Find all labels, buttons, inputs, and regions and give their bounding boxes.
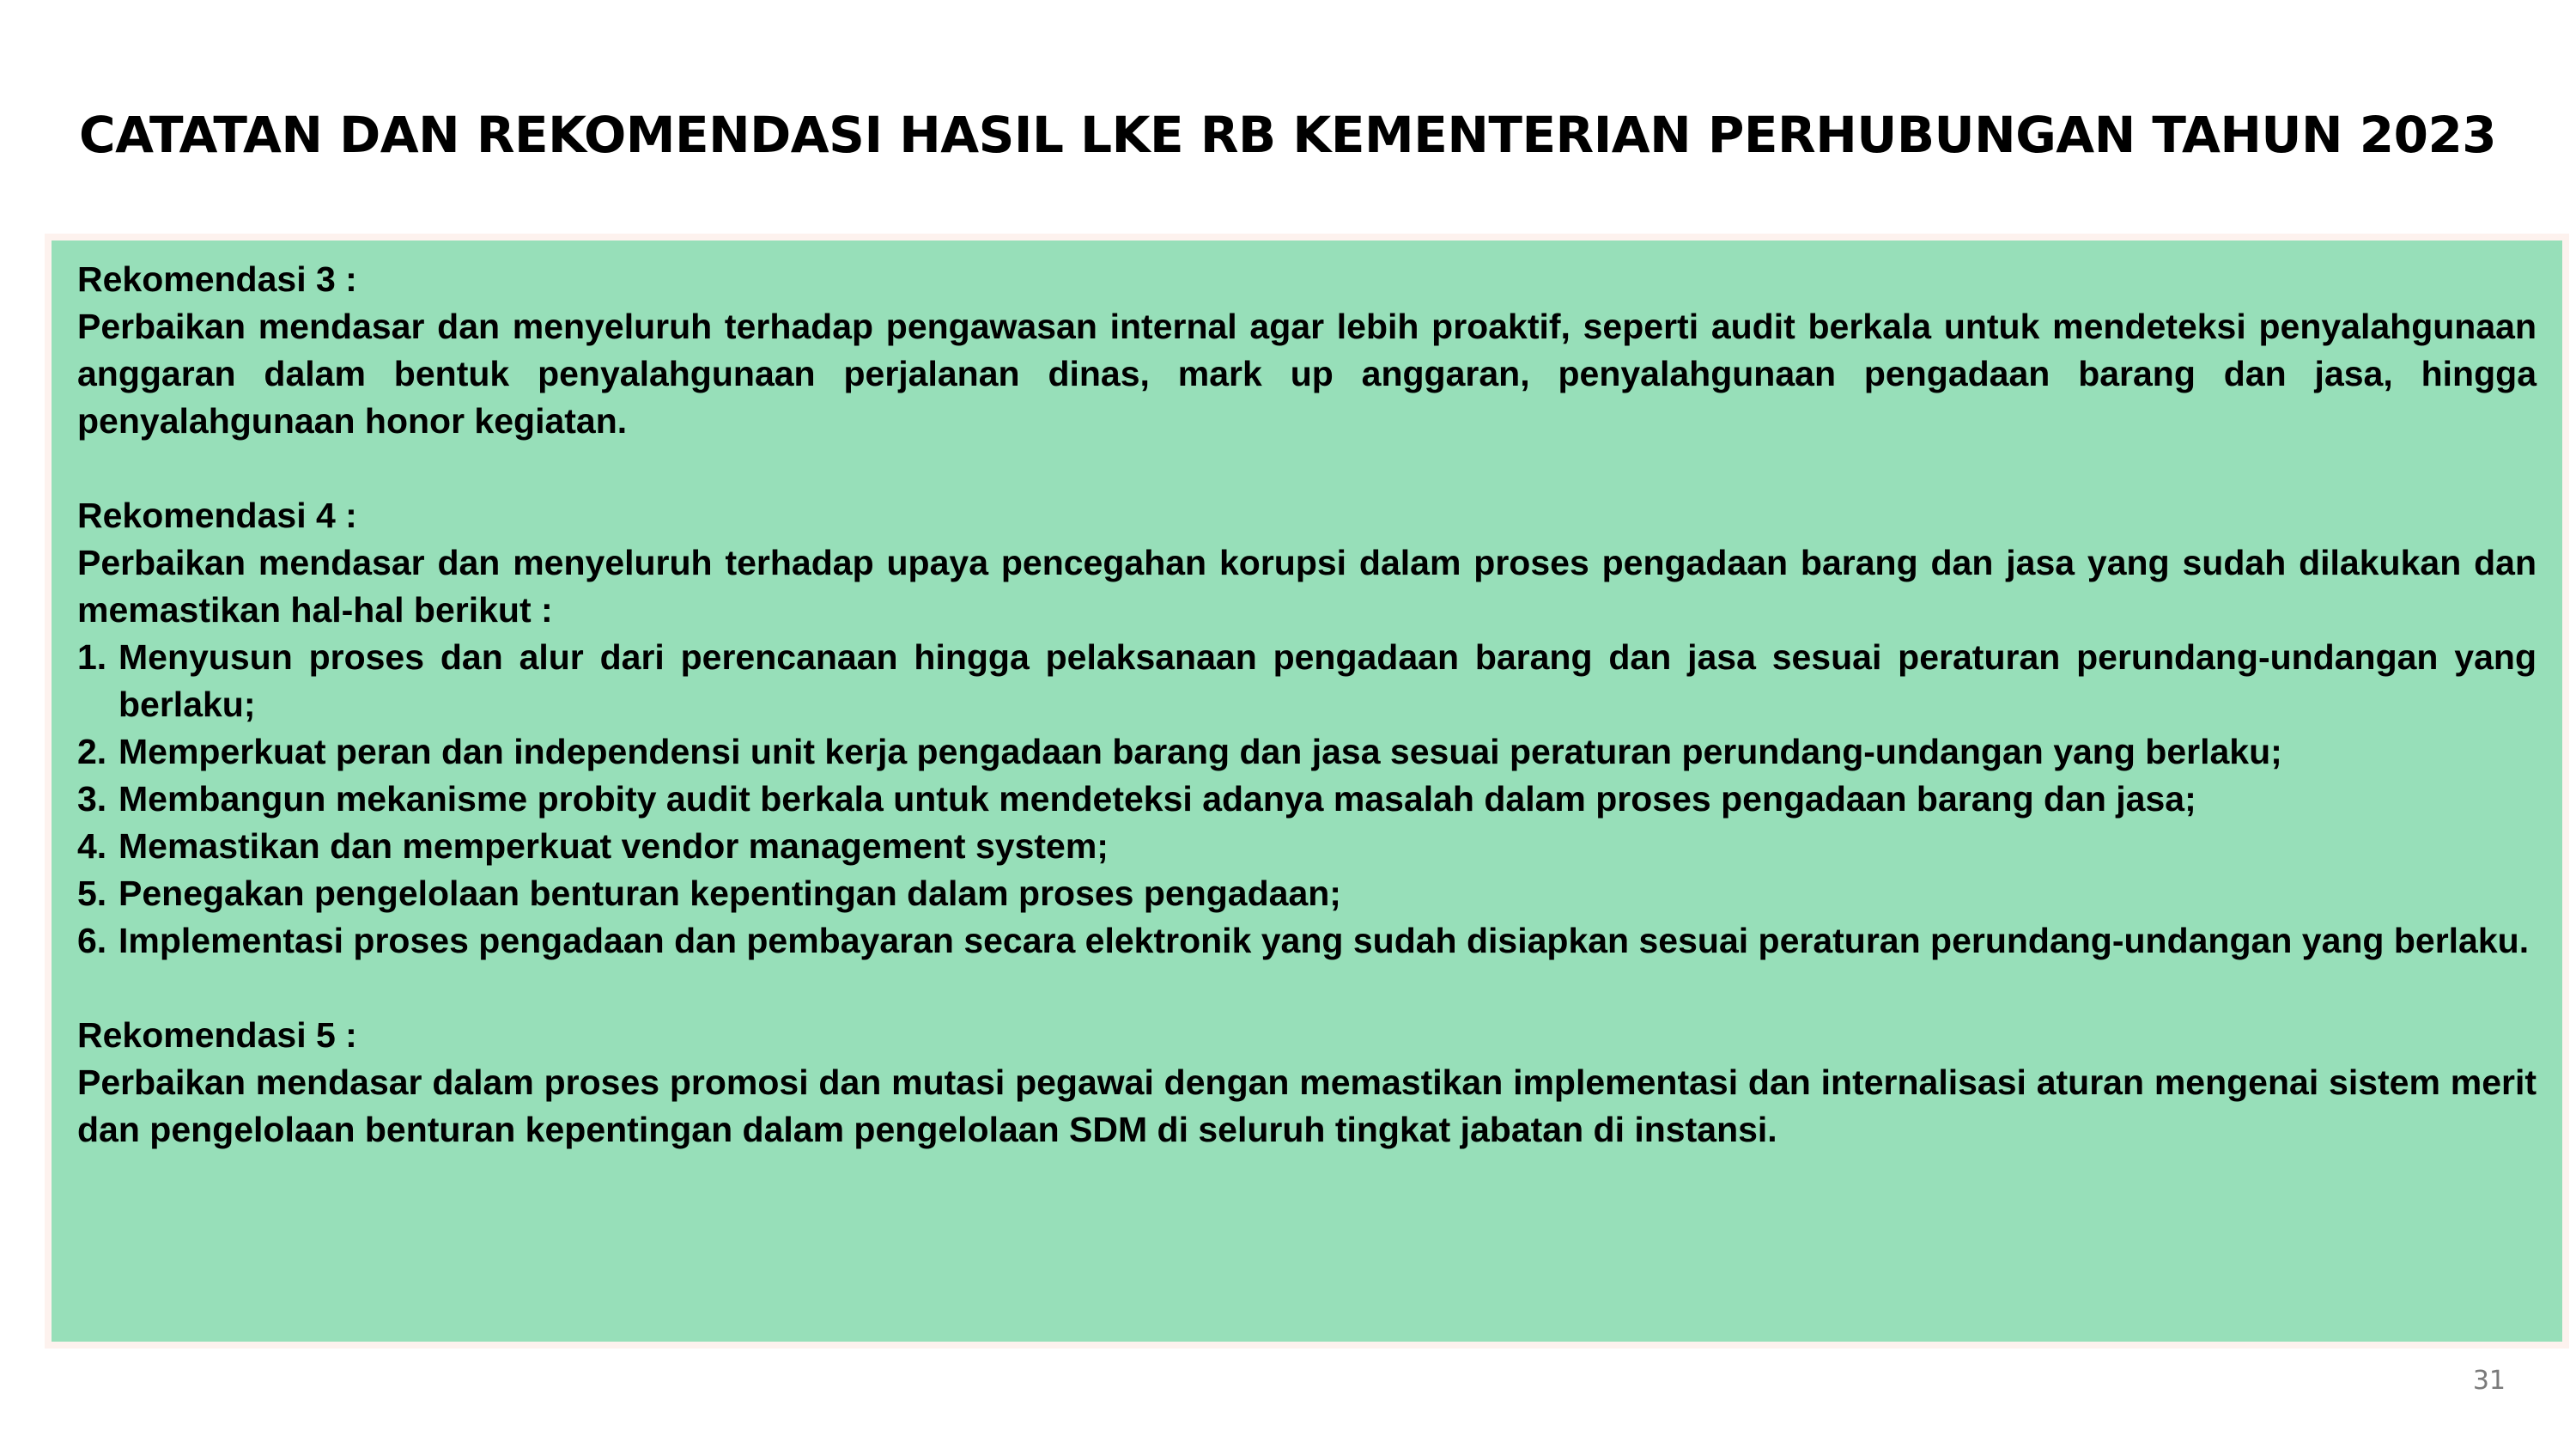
recommendation-3-heading: Rekomendasi 3 : [77,259,357,299]
list-item-number: 3. [77,779,107,819]
list-item-number: 2. [77,732,107,771]
list-item-text: Implementasi proses pengadaan dan pembayaran secara elektronik yang sudah disiapkan sesuai peraturan perundang-undangan yang berlaku. [118,921,2530,960]
recommendation-5 [77,1012,2537,1154]
list-item-number: 6. [77,921,107,960]
page-number: 31 [2472,1366,2506,1396]
slide-title: CATATAN DAN REKOMENDASI HASIL LKE RB KEMENTERIAN PERHUBUNGAN TAHUN 2023 [79,106,2497,164]
list-item [77,823,2537,870]
list-item-text: Memperkuat peran dan independensi unit kerja pengadaan barang dan jasa sesuai peraturan perundang-undangan yang berlaku; [118,732,2282,771]
list-item-number: 5. [77,874,107,913]
recommendation-4-list [77,634,2537,965]
list-item [77,917,2537,965]
recommendation-4 [77,492,2537,965]
list-item [77,634,2537,728]
list-item [77,776,2537,823]
recommendation-panel [52,240,2562,1342]
list-item-text: Menyusun proses dan alur dari perencanaan hingga pelaksanaan pengadaan barang dan jasa sesuai peraturan perundang-undangan yang berlaku; [118,637,2537,724]
list-item [77,728,2537,776]
list-item-number: 1. [77,637,107,677]
recommendation-panel-frame [45,234,2569,1349]
list-item-text: Membangun mekanisme probity audit berkala untuk mendeteksi adanya masalah dalam proses pengadaan barang dan jasa; [118,779,2196,819]
recommendation-4-body: Perbaikan mendasar dan menyeluruh terhadap upaya pencegahan korupsi dalam proses pengadaan barang dan jasa yang sudah dilakukan dan memastikan hal-hal berikut : [77,543,2537,630]
list-item-text: Penegakan pengelolaan benturan kepentingan dalam proses pengadaan; [118,874,1341,913]
recommendation-5-heading: Rekomendasi 5 : [77,1015,357,1055]
recommendation-5-body: Perbaikan mendasar dalam proses promosi dan mutasi pegawai dengan memastikan implementasi dan internalisasi aturan mengenai sistem merit dan pengelolaan benturan kepentingan dalam pengelolaan SDM di seluruh tingkat jabatan di instansi. [77,1062,2537,1149]
recommendation-3 [77,256,2537,445]
list-item [77,870,2537,917]
recommendation-3-body: Perbaikan mendasar dan menyeluruh terhadap pengawasan internal agar lebih proaktif, seperti audit berkala untuk mendeteksi penyalahgunaan anggaran dalam bentuk penyalahgunaan perjalanan dinas, mark up anggaran, penyalahgunaan pengadaan barang dan jasa, hingga penyalahgunaan honor kegiatan. [77,307,2537,441]
list-item-text: Memastikan dan memperkuat vendor management system; [118,826,1109,866]
recommendation-4-heading: Rekomendasi 4 : [77,496,357,535]
list-item-number: 4. [77,826,107,866]
